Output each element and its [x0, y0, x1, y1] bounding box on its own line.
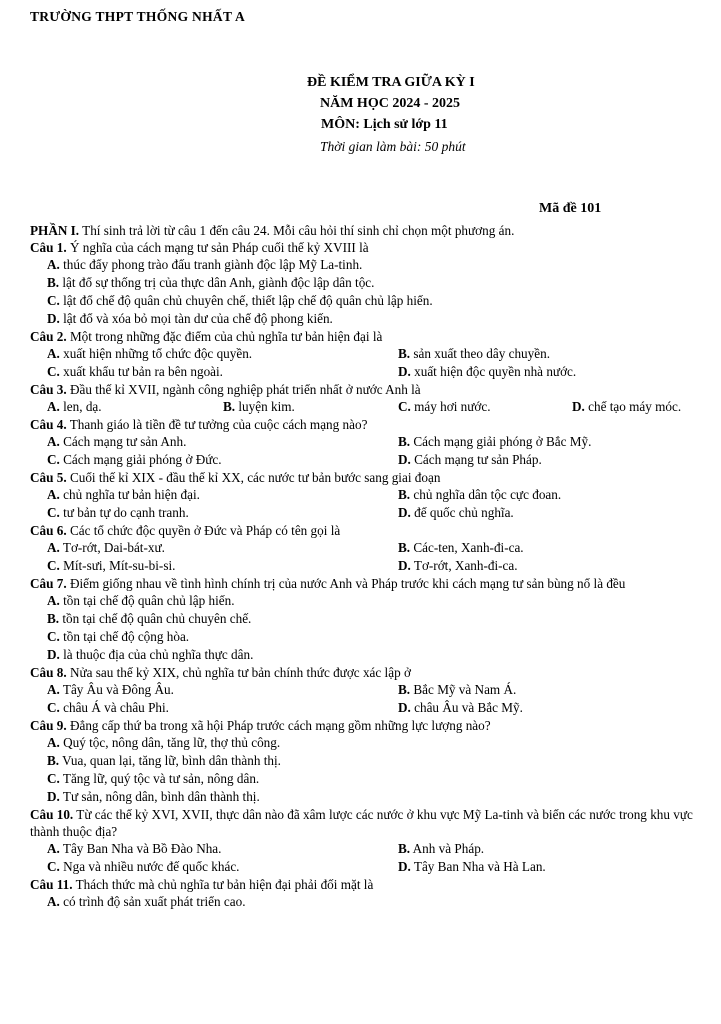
option-letter: C. [47, 293, 60, 308]
question-number: Câu 10. [30, 807, 74, 822]
answer-option [398, 504, 514, 521]
answer-option [47, 504, 189, 521]
option-row [30, 292, 706, 310]
question [30, 876, 706, 911]
answer-option [47, 610, 251, 627]
option-letter: C. [47, 771, 60, 786]
question-stem [30, 575, 706, 592]
question-stem [30, 717, 706, 734]
answer-option [47, 310, 333, 327]
question-text: Từ các thế kỷ XVI, XVII, thực dân nào đã xâm lược các nước ở khu vực Mỹ La-tinh và biến các nước trong khu vực thành thuộc địa? [30, 807, 693, 839]
option-letter: B. [47, 753, 60, 768]
question-stem [30, 416, 706, 433]
option-text: lật đổ sự thống trị của thực dân Anh, giành độc lập dân tộc. [59, 275, 375, 290]
subject: MÔN: Lịch sử lớp 11 [321, 117, 448, 132]
option-row [30, 486, 706, 504]
answer-option [47, 256, 362, 273]
option-text: tư bản tự do cạnh tranh. [59, 505, 189, 520]
option-letter: B. [47, 611, 60, 626]
question [30, 381, 706, 416]
option-letter: A. [47, 434, 60, 449]
school-year: NĂM HỌC 2024 - 2025 [320, 96, 460, 111]
option-letter: A. [47, 735, 60, 750]
option-letter: C. [47, 859, 60, 874]
answer-option [398, 363, 576, 380]
question [30, 575, 706, 664]
option-text: châu Âu và Bắc Mỹ. [410, 700, 523, 715]
question [30, 806, 706, 876]
part-instruction [30, 222, 706, 239]
option-row [30, 557, 706, 575]
answer-option [47, 451, 222, 468]
question-number: Câu 4. [30, 417, 67, 432]
question-stem [30, 381, 706, 398]
option-letter: C. [47, 364, 60, 379]
answer-option [398, 486, 561, 503]
option-letter: C. [47, 505, 60, 520]
option-letter: B. [398, 540, 411, 555]
question-number: Câu 11. [30, 877, 73, 892]
answer-option [398, 398, 491, 415]
option-letter: D. [47, 311, 60, 326]
option-letter: A. [47, 399, 60, 414]
option-row [30, 699, 706, 717]
option-text: Cách mạng giải phóng ở Đức. [59, 452, 222, 467]
answer-option [47, 274, 374, 291]
answer-option [47, 770, 259, 787]
option-text: Tư sản, nông dân, bình dân thành thị. [59, 789, 260, 804]
option-text: Tây Ban Nha và Bồ Đào Nha. [59, 841, 222, 856]
option-letter: D. [398, 859, 411, 874]
option-letter: A. [47, 841, 60, 856]
option-text: châu Á và châu Phi. [59, 700, 169, 715]
question-stem [30, 239, 706, 256]
option-text: xuất hiện độc quyền nhà nước. [410, 364, 577, 379]
option-text: tồn tại chế độ quân chủ lập hiến. [59, 593, 235, 608]
option-text: Vua, quan lại, tăng lữ, bình dân thành thị. [59, 753, 281, 768]
answer-option [47, 858, 239, 875]
answer-option [398, 858, 546, 875]
option-text: Quý tộc, nông dân, tăng lữ, thợ thủ công. [59, 735, 281, 750]
option-row [30, 840, 706, 858]
option-letter: B. [398, 487, 411, 502]
answer-option [47, 592, 235, 609]
option-letter: A. [47, 540, 60, 555]
option-text: Nga và nhiều nước đế quốc khác. [59, 859, 240, 874]
answer-option [398, 451, 542, 468]
answer-option [47, 433, 186, 450]
question [30, 717, 706, 806]
answer-option [47, 486, 200, 503]
option-letter: C. [47, 629, 60, 644]
option-letter: B. [398, 434, 411, 449]
question-stem [30, 469, 706, 486]
question-text: Một trong những đặc điểm của chủ nghĩa tư bản hiện đại là [66, 329, 383, 344]
answer-option [398, 557, 518, 574]
question-text: Các tổ chức độc quyền ở Đức và Pháp có tên gọi là [66, 523, 341, 538]
answer-option [47, 681, 174, 698]
option-letter: D. [398, 700, 411, 715]
option-text: Mít-sưi, Mít-su-bi-si. [59, 558, 176, 573]
option-row [30, 451, 706, 469]
question [30, 469, 706, 522]
question-number: Câu 3. [30, 382, 67, 397]
option-text: Tây Ban Nha và Hà Lan. [410, 859, 546, 874]
question-number: Câu 6. [30, 523, 67, 538]
part-text: Thí sinh trả lời từ câu 1 đến câu 24. Mỗi câu hỏi thí sinh chỉ chọn một phương án. [79, 223, 515, 238]
option-letter: A. [47, 682, 60, 697]
option-letter: A. [47, 257, 60, 272]
option-text: Các-ten, Xanh-đi-ca. [410, 540, 524, 555]
question-stem [30, 876, 706, 893]
option-text: tồn tại chế độ quân chủ chuyên chế. [59, 611, 252, 626]
question-stem [30, 664, 706, 681]
option-text: tồn tại chế độ cộng hòa. [59, 629, 190, 644]
answer-option [47, 840, 221, 857]
option-text: chủ nghĩa tư bản hiện đại. [59, 487, 200, 502]
option-letter: D. [47, 789, 60, 804]
option-letter: B. [398, 346, 411, 361]
answer-option [398, 699, 523, 716]
option-text: Tây Âu và Đông Âu. [59, 682, 174, 697]
question-text: Đẳng cấp thứ ba trong xã hội Pháp trước cách mạng gồm những lực lượng nào? [66, 718, 491, 733]
option-text: lật đổ chế độ quân chủ chuyên chế, thiết lập chế độ quân chủ lập hiến. [59, 293, 433, 308]
option-letter: B. [47, 275, 60, 290]
answer-option [47, 734, 280, 751]
option-letter: B. [398, 682, 411, 697]
option-letter: A. [47, 346, 60, 361]
answer-option [47, 699, 169, 716]
exam-body [30, 222, 706, 911]
option-letter: D. [47, 647, 60, 662]
answer-option [47, 345, 252, 362]
question-stem [30, 522, 706, 539]
option-text: máy hơi nước. [410, 399, 491, 414]
question-text: Cuối thế kỉ XIX - đầu thế kỉ XX, các nước tư bản bước sang giai đoạn [66, 470, 441, 485]
question-text: Đầu thế kỉ XVII, ngành công nghiệp phát triển nhất ở nước Anh là [66, 382, 421, 397]
question-stem [30, 806, 706, 840]
answer-option [47, 539, 165, 556]
answer-option [572, 398, 681, 415]
exam-title: ĐỀ KIỂM TRA GIỮA KỲ I [307, 75, 475, 90]
option-text: là thuộc địa của chủ nghĩa thực dân. [59, 647, 254, 662]
question-text: Ý nghĩa của cách mạng tư sản Pháp cuối thế kỷ XVIII là [66, 240, 369, 255]
option-text: đế quốc chủ nghĩa. [410, 505, 514, 520]
option-row [30, 363, 706, 381]
option-letter: A. [47, 894, 60, 909]
question-number: Câu 7. [30, 576, 67, 591]
option-letter: A. [47, 487, 60, 502]
option-letter: D. [572, 399, 585, 414]
option-row [30, 310, 706, 328]
option-text: Cách mạng giải phóng ở Bắc Mỹ. [410, 434, 592, 449]
option-letter: C. [47, 452, 60, 467]
option-row [30, 433, 706, 451]
answer-option [47, 752, 281, 769]
option-row [30, 681, 706, 699]
option-text: Bắc Mỹ và Nam Á. [410, 682, 517, 697]
option-row [30, 734, 706, 752]
option-row [30, 628, 706, 646]
option-row [30, 770, 706, 788]
option-letter: D. [398, 452, 411, 467]
option-letter: B. [398, 841, 411, 856]
answer-option [398, 539, 524, 556]
option-text: Anh và Pháp. [410, 841, 485, 856]
option-row [30, 646, 706, 664]
question-number: Câu 9. [30, 718, 67, 733]
option-row [30, 398, 706, 416]
answer-option [47, 628, 189, 645]
question-number: Câu 1. [30, 240, 67, 255]
answer-option [47, 363, 223, 380]
option-text: len, dạ. [59, 399, 102, 414]
option-text: luyện kim. [235, 399, 295, 414]
answer-option [47, 646, 253, 663]
answer-option [47, 292, 433, 309]
option-letter: C. [47, 558, 60, 573]
answer-option [398, 433, 591, 450]
question-stem [30, 328, 706, 345]
option-row [30, 752, 706, 770]
option-text: xuất hiện những tổ chức độc quyền. [59, 346, 253, 361]
option-text: chế tạo máy móc. [584, 399, 682, 414]
question-text: Điểm giống nhau về tình hình chính trị của nước Anh và Pháp trước khi cách mạng tư sản bùng nổ là đều [66, 576, 626, 591]
question [30, 664, 706, 717]
question-number: Câu 5. [30, 470, 67, 485]
question [30, 522, 706, 575]
option-text: có trình độ sản xuất phát triển cao. [59, 894, 246, 909]
option-row [30, 592, 706, 610]
option-letter: B. [223, 399, 236, 414]
option-text: Tơ-rớt, Xanh-đi-ca. [410, 558, 518, 573]
option-row [30, 858, 706, 876]
option-text: Cách mạng tư sản Anh. [59, 434, 187, 449]
option-row [30, 504, 706, 522]
option-letter: A. [47, 593, 60, 608]
part-label: PHẦN I. [30, 223, 80, 238]
option-row [30, 256, 706, 274]
answer-option [398, 681, 516, 698]
question-text: Thanh giáo là tiền đề tư tưởng của cuộc cách mạng nào? [66, 417, 368, 432]
option-letter: C. [398, 399, 411, 414]
option-row [30, 345, 706, 363]
option-row [30, 893, 706, 911]
school-name: TRƯỜNG THPT THỐNG NHẤT A [30, 9, 245, 24]
exam-code: Mã đề 101 [539, 201, 602, 216]
answer-option [47, 893, 246, 910]
answer-option [223, 398, 295, 415]
option-row [30, 539, 706, 557]
option-row [30, 274, 706, 292]
question [30, 416, 706, 469]
option-text: thúc đẩy phong trào đấu tranh giành độc lập Mỹ La-tinh. [59, 257, 363, 272]
question-list [30, 239, 706, 911]
answer-option [47, 398, 102, 415]
question-number: Câu 2. [30, 329, 67, 344]
option-letter: D. [398, 364, 411, 379]
answer-option [47, 788, 260, 805]
option-text: chủ nghĩa dân tộc cực đoan. [410, 487, 562, 502]
option-letter: D. [398, 558, 411, 573]
answer-option [398, 345, 550, 362]
question [30, 239, 706, 328]
option-text: xuất khẩu tư bản ra bên ngoài. [59, 364, 223, 379]
time-limit: Thời gian làm bài: 50 phút [320, 139, 466, 154]
option-text: Tơ-rớt, Dai-bát-xư. [59, 540, 165, 555]
answer-option [398, 840, 484, 857]
answer-option [47, 557, 175, 574]
option-letter: C. [47, 700, 60, 715]
option-letter: D. [398, 505, 411, 520]
question-number: Câu 8. [30, 665, 67, 680]
option-text: Tăng lữ, quý tộc và tư sản, nông dân. [59, 771, 260, 786]
question [30, 328, 706, 381]
question-text: Nửa sau thế kỷ XIX, chủ nghĩa tư bản chính thức được xác lập ở [66, 665, 411, 680]
option-row [30, 610, 706, 628]
option-text: Cách mạng tư sản Pháp. [410, 452, 542, 467]
question-text: Thách thức mà chủ nghĩa tư bản hiện đại phải đối mặt là [72, 877, 374, 892]
option-row [30, 788, 706, 806]
option-text: lật đổ và xóa bỏ mọi tàn dư của chế độ phong kiến. [59, 311, 333, 326]
option-text: sản xuất theo dây chuyền. [410, 346, 550, 361]
